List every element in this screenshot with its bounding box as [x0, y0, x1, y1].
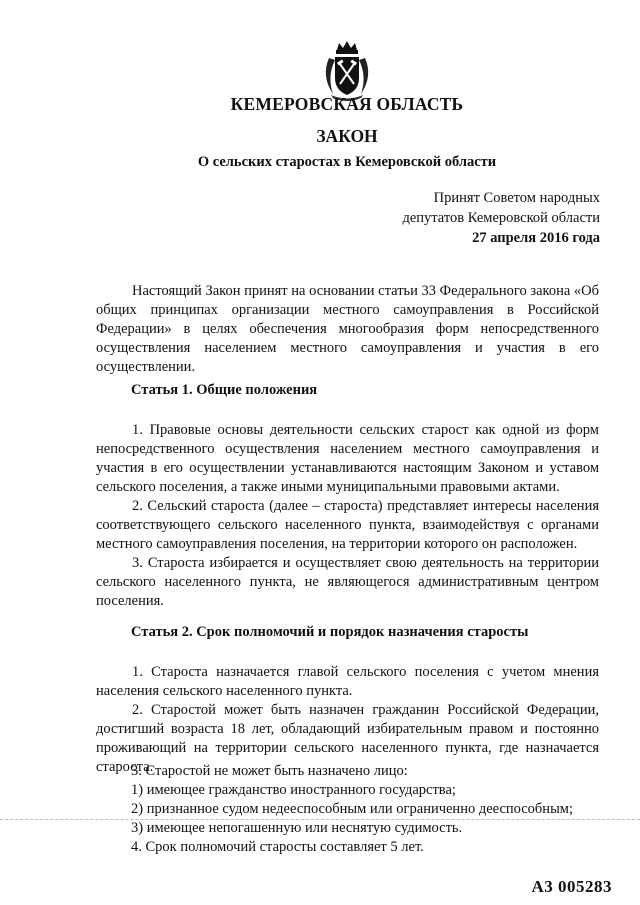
list-item: 3) имеющее непогашенную или неснятую судимость. — [131, 820, 463, 836]
document-type: ЗАКОН — [316, 126, 378, 146]
serial-number: А3 005283 — [531, 877, 612, 896]
article-2-paragraph-1: 1. Староста назначается главой сельского поселения с учетом мнения населения сельского населенного пункта. — [96, 664, 599, 699]
article-1-paragraph-1: 1. Правовые основы деятельности сельских старост как одной из форм непосредственного осуществления населением местного самоуправления и участия в его осуществлении устанавливаются настоящим Законом и уставом сельского поселения, а также иными муниципальными правовыми актами. — [96, 422, 599, 495]
article-1-paragraph-2: 2. Сельский староста (далее – староста) представляет интересы населения соответствующего сельского населенного пункта, взаимодействуя с органами местного самоуправления поселения, на территории которого он расположен. — [96, 498, 599, 552]
law-title: О сельских старостах в Кемеровской области — [197, 154, 497, 170]
article-2-paragraph-3: 3. Старостой не может быть назначено лицо: — [131, 763, 408, 779]
adoption-block — [402, 188, 600, 248]
preamble: Настоящий Закон принят на основании статьи 33 Федерального закона «Об общих принципах организации местного самоуправления в Российской Федерации» в целях обеспечения многообразия форм непосредственного осуществления населением местного самоуправления и участия в его осуществлении. — [96, 283, 599, 375]
list-item: 2) признанное судом недееспособным или ограниченно дееспособным; — [131, 801, 574, 817]
adoption-line-2: депутатов Кемеровской области — [402, 210, 600, 226]
article-1-paragraph-3: 3. Староста избирается и осуществляет свою деятельность на территории сельского населенного пункта, не являющегося административным центром поселения. — [96, 555, 599, 609]
adoption-line-1: Принят Советом народных — [433, 190, 600, 206]
article-2-heading: Статья 2. Срок полномочий и порядок назначения старосты — [131, 624, 529, 640]
article-2-paragraph-4: 4. Срок полномочий старосты составляет 5 лет. — [131, 839, 424, 855]
article-2-paragraph-2: 2. Старостой может быть назначен гражданин Российской Федерации, достигший возраста 18 лет, обладающий избирательным правом и постоянно проживающий на территории сельского населенного пункта, где назначается староста. — [96, 702, 599, 775]
region-title: КЕМЕРОВСКАЯ ОБЛАСТЬ — [230, 94, 464, 114]
adoption-date: 27 апреля 2016 года — [472, 230, 600, 246]
article-1-heading: Статья 1. Общие положения — [131, 382, 318, 398]
list-item: 1) имеющее гражданство иностранного государства; — [131, 782, 456, 798]
coat-of-arms-icon — [319, 40, 375, 102]
